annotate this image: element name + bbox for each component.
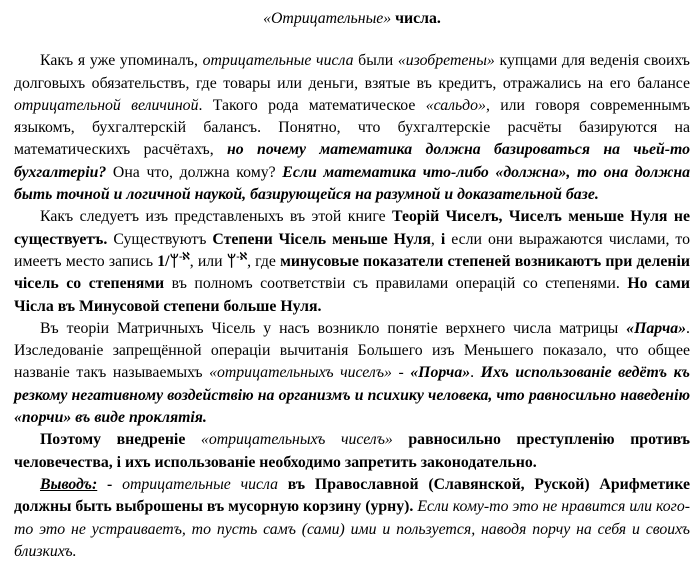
text-run: отрицательные числа [202, 52, 354, 70]
title-italic: «Отрицательные» [263, 10, 392, 27]
text-run: минусовые показатели степеней возникаютъ при деленіи чiсель со степенями [14, 252, 690, 293]
text-run: равносильно преступленію противъ человечества, і ихъ использованіе необходимо запретить законодательно. [14, 431, 690, 471]
text-run: Степени Чiсель меньше Нуля [212, 230, 431, 248]
title-bold: числа. [391, 10, 441, 27]
text-run: , или говоря современнымъ языкомъ, бухгалтерскій балансъ. Понятно, что бухгалтерскіе расчёты базируются на математическихъ расчётахъ, [14, 96, 691, 159]
text-run: Но сами Чiсла въ Минусовой степени больше Нуля. [14, 275, 690, 315]
paragraph-p3 [14, 318, 690, 429]
text-run: отрицательные числа [122, 475, 279, 493]
text-run: «сальдо» [425, 96, 486, 114]
text-run: , [430, 230, 441, 248]
text-run: Если кому-то это не нравится или кого-то это не устраиваетъ, то пусть самъ (сами) ими и пользуется, наводя порчу на себя и своихъ близкихъ. [14, 498, 690, 560]
text-run: Какъ я уже упоминалъ, [40, 52, 203, 70]
document-body [14, 50, 690, 563]
text-run: были [353, 52, 398, 70]
exponent: -ℵ [236, 251, 248, 263]
text-run: отрицательной величиной [14, 96, 199, 114]
text-run: . [470, 364, 481, 382]
text-run: Поэтому внедреніе [40, 431, 201, 449]
text-run: Ихъ использованіе ведётъ къ резкому негативному воздействію на организмъ и психику человека, что равносильно наведенію «порчи» въ виде проклятія. [14, 364, 690, 427]
math-symbol: 1/ᛘ$^{-ℵ}$ [157, 251, 190, 270]
text-run: Какъ следуетъ изъ представленыхъ въ этой книге [40, 208, 393, 226]
text-run: Если математика что-либо «должна», то она должна быть точной и логичной наукой, базирующейся на разумной и доказательной базе. [14, 163, 690, 204]
text-run: Выводъ: [40, 475, 98, 493]
text-run: въ Православной (Славянской, Руской) Арифметике должны быть выброшены въ мусорную корзину (урну). [14, 475, 690, 516]
text-run: - [391, 364, 411, 382]
text-run: «отрицательныхъ чиселъ» [200, 431, 393, 449]
text-run: , где [247, 252, 281, 270]
math-symbol: ᛘ$^{-ℵ}$ [226, 251, 248, 270]
text-run: въ полномъ соответствіи съ правилами операцій со степенями. [164, 275, 628, 293]
text-run: «Парча» [626, 319, 687, 337]
paragraph-p4 [14, 429, 690, 474]
paragraph-p2 [14, 206, 690, 317]
text-run: «отрицательныхъ чиселъ» [209, 364, 392, 382]
text-run: Она что, должна кому? [106, 163, 283, 181]
text-run: - [97, 475, 123, 493]
text-run: і [440, 230, 446, 248]
text-run: Теорій Чиселъ, Чиселъ меньше Нуля не существуетъ. [14, 208, 691, 248]
document-title [14, 8, 690, 30]
text-run: . Такого рода математическое [198, 96, 426, 114]
text-run: Въ теоріи Матричныхъ Чiсель у насъ возникло понятіе верхнего числа матрицы [40, 319, 627, 337]
text-run: «изобретены» [397, 52, 495, 70]
text-run: . Изследованіе запрещённой операціи вычитанія Большего изъ Меньшего показало, что общее названіе такъ называемыхъ [14, 319, 690, 382]
text-run: Существуютъ [107, 230, 213, 248]
paragraph-p5 [14, 474, 690, 563]
text-run: но почему математика должна базироваться на чьей-то бухгалтеріи? [14, 141, 690, 181]
paragraph-p1 [14, 50, 690, 206]
text-run: , или [189, 252, 227, 270]
text-run: если они выражаются числами, то имеетъ место запись [14, 230, 691, 270]
exponent: -ℵ [178, 251, 190, 263]
text-run: «Порча» [410, 364, 471, 382]
text-run: купцами для веденія своихъ долговыхъ обязательствъ, где товары или деньги, взятые въ кредитъ, отражались на его балансе [14, 52, 690, 92]
